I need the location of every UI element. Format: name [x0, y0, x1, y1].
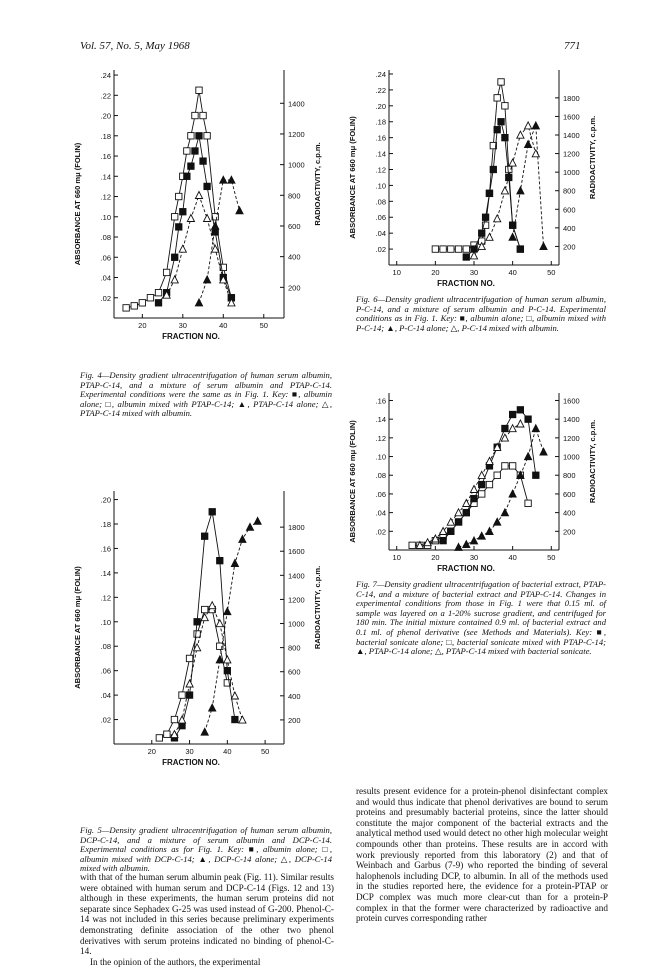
y2-tick-label: 1400	[288, 99, 305, 109]
x-tick-label: 30	[178, 321, 187, 330]
y2-tick-label: 800	[563, 471, 576, 481]
data-point	[517, 131, 524, 138]
figure-4-chart	[70, 62, 330, 362]
data-point	[540, 243, 547, 250]
data-point	[176, 193, 182, 199]
data-point	[209, 602, 216, 609]
data-point	[186, 655, 192, 661]
y2-tick-label: 400	[563, 223, 576, 233]
series-line	[174, 512, 235, 738]
data-point	[179, 692, 185, 698]
y-tick-label: .08	[375, 471, 386, 481]
data-point	[525, 453, 532, 460]
x-axis-title: FRACTION NO.	[437, 564, 495, 573]
y-tick-label: .18	[100, 520, 111, 529]
y-tick-label: .12	[375, 165, 386, 175]
data-point	[482, 214, 488, 220]
y2-tick-label: 400	[563, 508, 576, 518]
data-point	[494, 95, 500, 101]
data-point	[494, 126, 500, 132]
data-point	[486, 190, 492, 196]
data-point	[254, 517, 261, 524]
paragraph: In the opinion of the authors, the experimental	[90, 956, 261, 967]
data-point	[239, 716, 246, 723]
data-point	[200, 158, 206, 164]
y-tick-label: .10	[375, 452, 386, 462]
data-point	[517, 187, 524, 194]
data-point	[509, 159, 516, 166]
y2-tick-label: 800	[288, 643, 301, 653]
x-axis-title: FRACTION NO.	[162, 332, 220, 341]
data-point	[532, 122, 539, 129]
y-tick-label: .20	[375, 101, 386, 111]
data-point	[209, 704, 216, 711]
y-axis-title: ABSORBANCE AT 660 mμ (FOLIN)	[348, 420, 357, 543]
data-point	[180, 209, 186, 215]
data-point	[478, 471, 485, 478]
series-line	[159, 610, 227, 738]
data-point	[409, 542, 415, 548]
data-point	[231, 560, 238, 567]
data-point	[525, 141, 532, 148]
y2-tick-label: 1200	[563, 149, 580, 159]
y-tick-label: .14	[100, 568, 111, 578]
y-tick-label: .14	[375, 415, 386, 425]
x-tick-label: 20	[431, 553, 440, 562]
y-tick-label: .06	[100, 666, 111, 676]
data-point	[195, 299, 202, 306]
series-line	[167, 195, 232, 302]
y-tick-label: .04	[100, 273, 111, 283]
data-point	[532, 425, 539, 432]
data-point	[155, 300, 161, 306]
figure-7-caption: Fig. 7—Density gradient ultracentrifugation of bacterial extract, PTAP-C-14, and a mixture of bacterial extract and PTAP-C-14. Changes in experimental conditions from those in Fig. 1 were that 0.15 ml. of sample was layered on a 1-20% sucrose gradient, and centrifuged for 180 min. The initial mixture contained 0.9 ml. of bacterial extract and 0.1 ml. of phenol derivative (see Methods and Materials). Key: ■, bacterial sonicate alone; □, bacterial sonicate mixed with PTAP-C-14; ▲, PTAP-C-14 alone; △, PTAP-C-14 mixed with bacterial sonicate.	[356, 579, 606, 657]
data-point	[470, 486, 477, 493]
y2-tick-label: 1000	[563, 168, 580, 178]
data-point	[479, 491, 485, 497]
y2-tick-label: 200	[563, 242, 576, 252]
data-point	[184, 148, 190, 154]
y-tick-label: .22	[375, 85, 386, 95]
data-point	[194, 631, 200, 637]
data-point	[463, 246, 469, 252]
data-point	[448, 246, 454, 252]
y-tick-label: .24	[100, 71, 111, 81]
data-point	[201, 728, 208, 735]
data-point	[463, 509, 469, 515]
data-point	[192, 148, 198, 154]
y2-tick-label: 200	[288, 715, 301, 725]
paragraph: results present evidence for a protein-phenol disinfectant complex and would thus indicate that phenol derivatives are bound to serum proteins and presumably bacterial proteins, since the latter should constitute the major component of the bacterial extracts and the analytical method used would detect no other high molecular weight compounds other than proteins. These results are in accord with work previously reported from this laboratory (2) and that of Weinbach and Garbus (7-9) who reported the binding of several halophenols including DCP, to albumin. In all of the methods used in the studies reported here, the evidence for a protein-PTAP or DCP complex was much more clear-cut than for a protein-P complex in that the former were characterized by radioactive and protein curves corresponding rather	[356, 786, 608, 924]
y-tick-label: .10	[100, 617, 111, 627]
data-point	[163, 269, 169, 275]
data-point	[239, 535, 246, 542]
data-point	[164, 731, 170, 737]
data-point	[463, 500, 470, 507]
data-point	[525, 122, 532, 129]
y-tick-label: .06	[100, 253, 111, 263]
data-point	[502, 134, 508, 140]
y2-tick-label: 1200	[563, 433, 580, 443]
y2-tick-label: 1600	[563, 112, 580, 122]
data-point	[533, 472, 539, 478]
y-tick-label: .16	[100, 152, 111, 162]
y2-tick-label: 1200	[288, 595, 305, 605]
y2-tick-label: 1800	[563, 93, 580, 103]
y-tick-label: .06	[375, 489, 386, 499]
data-point	[184, 173, 190, 179]
data-point	[455, 543, 462, 550]
data-point	[209, 509, 215, 515]
data-point	[217, 557, 223, 563]
y-tick-label: .18	[375, 117, 386, 127]
data-point	[139, 300, 145, 306]
data-point	[494, 472, 500, 478]
data-point	[201, 533, 207, 539]
data-point	[212, 222, 219, 229]
data-point	[196, 87, 202, 93]
data-point	[490, 166, 496, 172]
y2-tick-label: 1400	[563, 415, 580, 425]
y-axis-title: ABSORBANCE AT 660 mμ (FOLIN)	[348, 116, 357, 239]
data-point	[501, 509, 508, 516]
y2-tick-label: 1000	[288, 160, 305, 170]
data-point	[194, 619, 200, 625]
body-text-left	[80, 872, 334, 967]
y-tick-label: .14	[375, 149, 386, 159]
data-point	[486, 233, 493, 240]
x-tick-label: 30	[469, 268, 479, 277]
x-axis-title: FRACTION NO.	[162, 758, 220, 767]
y-tick-label: .02	[100, 293, 111, 303]
y-tick-label: .22	[100, 91, 111, 101]
y-axis-title: ABSORBANCE AT 660 mμ (FOLIN)	[73, 566, 82, 689]
y-tick-label: .04	[375, 508, 386, 518]
y2-tick-label: 1600	[563, 396, 580, 406]
y2-tick-label: 1600	[288, 547, 305, 557]
data-point	[509, 490, 516, 497]
y-tick-label: .18	[100, 131, 111, 141]
x-tick-label: 40	[508, 553, 517, 562]
x-axis-title: FRACTION NO.	[437, 279, 495, 288]
y2-tick-label: 800	[563, 186, 576, 196]
data-point	[200, 112, 206, 118]
y-tick-label: .08	[100, 642, 111, 652]
y-tick-label: .10	[375, 181, 386, 191]
y-tick-label: .24	[375, 69, 386, 79]
data-point	[432, 246, 438, 252]
page-number: 771	[564, 40, 581, 52]
data-point	[236, 207, 243, 214]
y2-tick-label: 800	[288, 191, 301, 201]
data-point	[147, 295, 153, 301]
y-tick-label: .08	[100, 233, 111, 243]
data-point	[517, 246, 523, 252]
data-point	[171, 276, 178, 283]
x-tick-label: 30	[469, 553, 479, 562]
y-tick-label: .12	[100, 192, 111, 202]
x-tick-label: 10	[392, 268, 401, 277]
data-point	[171, 716, 177, 722]
data-point	[509, 463, 515, 469]
data-point	[478, 532, 485, 539]
figure-7-chart	[345, 385, 605, 585]
data-point	[176, 224, 182, 230]
data-point	[187, 215, 194, 222]
y-tick-label: .16	[375, 133, 386, 143]
y2-tick-label: 600	[563, 205, 576, 215]
x-tick-label: 50	[260, 747, 270, 756]
data-point	[540, 448, 547, 455]
y2-tick-label: 400	[288, 691, 301, 701]
data-point	[525, 416, 531, 422]
figure-5-chart	[70, 483, 330, 783]
data-point	[156, 735, 162, 741]
data-point	[479, 481, 485, 487]
data-point	[448, 528, 454, 534]
y-tick-label: .04	[375, 229, 386, 239]
series-line	[205, 521, 258, 732]
y-tick-label: .04	[100, 691, 111, 701]
data-point	[494, 215, 501, 222]
data-point	[224, 656, 231, 663]
y-tick-label: .02	[375, 527, 386, 537]
data-point	[172, 214, 178, 220]
y-tick-label: .02	[100, 715, 111, 725]
data-point	[232, 716, 238, 722]
x-tick-label: 40	[508, 268, 517, 277]
data-point	[486, 481, 492, 487]
data-point	[471, 495, 477, 501]
y2-axis-title: RADIOACTIVITY, c.p.m.	[313, 142, 322, 226]
y2-tick-label: 200	[563, 527, 576, 537]
data-point	[470, 252, 477, 259]
data-point	[502, 425, 508, 431]
x-tick-label: 30	[185, 747, 194, 756]
data-point	[192, 112, 198, 118]
y-tick-label: .16	[375, 396, 386, 406]
data-point	[517, 407, 523, 413]
x-tick-label: 50	[547, 268, 556, 277]
data-point	[231, 692, 238, 699]
data-point	[131, 303, 137, 309]
y-tick-label: .12	[375, 433, 386, 443]
y2-axis-title: RADIOACTIVITY, c.p.m.	[313, 565, 322, 650]
y-tick-label: .12	[100, 593, 111, 603]
y2-tick-label: 400	[288, 252, 301, 262]
data-point	[155, 289, 161, 295]
paragraph: with that of the human serum albumin peak (Fig. 11). Similar results were obtained with human serum and DCP-C-14 (Figs. 12 and 13) although in these experiments, the human serum proteins did not separate since Sephadex G-25 was used instead of G-200. Phenol-C-14 was not included in this series because preliminary experiments demonstrating definite association of the other two phenol derivatives with serum proteins indicated no binding of phenol-C-14.	[80, 872, 334, 957]
data-point	[463, 541, 470, 548]
data-point	[196, 133, 202, 139]
data-point	[455, 246, 461, 252]
y-tick-label: .10	[100, 212, 111, 222]
y2-tick-label: 600	[563, 489, 576, 499]
x-tick-label: 40	[219, 321, 228, 330]
y2-tick-label: 600	[288, 667, 301, 677]
figure-6-caption: Fig. 6—Density gradient ultracentrifugation of human serum albumin, P-C-14, and a mixture of serum albumin and P-C-14. Experimental conditions as in Fig. 1. Key: ■, albumin alone; □, albumin mixed with P-C-14; ▲, P-C-14 alone; △, P-C-14 mixed with albumin.	[356, 294, 606, 333]
data-point	[216, 620, 223, 627]
y-tick-label: .06	[375, 213, 386, 223]
y2-tick-label: 200	[288, 283, 301, 293]
data-point	[204, 133, 210, 139]
data-point	[195, 192, 202, 199]
y2-tick-label: 600	[288, 221, 301, 231]
journal-header: Vol. 57, No. 5, May 1968	[80, 40, 190, 52]
x-tick-label: 20	[431, 268, 440, 277]
data-point	[525, 500, 531, 506]
body-text-right	[356, 786, 608, 924]
data-point	[246, 523, 253, 530]
y2-tick-label: 1200	[288, 129, 305, 139]
data-point	[486, 528, 493, 535]
data-point	[179, 245, 186, 252]
series-line	[459, 429, 544, 548]
y2-tick-label: 1800	[288, 523, 305, 533]
data-point	[188, 163, 194, 169]
x-tick-label: 50	[547, 553, 556, 562]
figure-5-caption: Fig. 5—Density gradient ultracentrifugation of human serum albumin, DCP-C-14, and a mixture of serum albumin and DCP-C-14. Experimental conditions as for Fig. 1. Key: ■, albumin alone; □, albumin mixed with DCP-C-14; ▲, DCP-C-14 alone; △, DCP-C-14 mixed with albumin.	[80, 825, 332, 874]
data-point	[212, 229, 218, 235]
data-point	[509, 411, 515, 417]
y-tick-label: .20	[100, 495, 111, 505]
data-point	[440, 246, 446, 252]
data-point	[440, 537, 446, 543]
data-point	[502, 463, 508, 469]
y2-tick-label: 1400	[563, 131, 580, 140]
data-point	[498, 119, 504, 125]
data-point	[188, 133, 194, 139]
data-point	[517, 420, 524, 427]
data-point	[224, 608, 231, 615]
data-point	[204, 183, 210, 189]
x-tick-label: 10	[392, 553, 401, 562]
y-axis-title: ABSORBANCE AT 660 mμ (FOLIN)	[73, 142, 82, 266]
data-point	[204, 276, 211, 283]
x-tick-label: 50	[259, 321, 268, 330]
y-tick-label: .08	[375, 197, 386, 207]
y-tick-label: .14	[100, 172, 111, 182]
data-point	[204, 215, 211, 222]
y2-tick-label: 1000	[563, 452, 580, 462]
y-tick-label: .02	[375, 245, 386, 255]
data-point	[172, 254, 178, 260]
y2-tick-label: 1400	[288, 571, 305, 581]
x-tick-label: 40	[223, 747, 232, 756]
data-point	[123, 305, 129, 311]
data-point	[470, 537, 477, 544]
y-tick-label: .16	[100, 544, 111, 554]
y-tick-label: .20	[100, 111, 111, 121]
data-point	[455, 519, 461, 525]
y2-axis-title: RADIOACTIVITY, c.p.m.	[588, 115, 597, 200]
data-point	[498, 79, 504, 85]
data-point	[509, 425, 516, 432]
data-point	[502, 103, 508, 109]
data-point	[186, 680, 193, 687]
data-point	[479, 230, 485, 236]
data-point	[532, 150, 539, 157]
figure-6-chart	[345, 62, 605, 302]
figure-4-caption: Fig. 4—Density gradient ultracentrifugation of human serum albumin, PTAP-C-14, and a mixture of serum albumin and PTAP-C-14. Experimental conditions were the same as in Fig. 1. Key: ■, albumin alone; □, albumin mixed with PTAP-C-14; ▲, PTAP-C-14 alone; △, PTAP-C-14 mixed with albumin.	[80, 370, 332, 419]
data-point	[501, 187, 508, 194]
x-tick-label: 20	[147, 747, 156, 756]
x-tick-label: 20	[138, 321, 147, 330]
data-point	[201, 606, 207, 612]
y2-tick-label: 1000	[288, 619, 305, 629]
data-point	[447, 518, 454, 525]
y2-axis-title: RADIOACTIVITY, c.p.m.	[588, 419, 597, 504]
data-point	[463, 254, 469, 260]
series-line	[420, 424, 521, 546]
